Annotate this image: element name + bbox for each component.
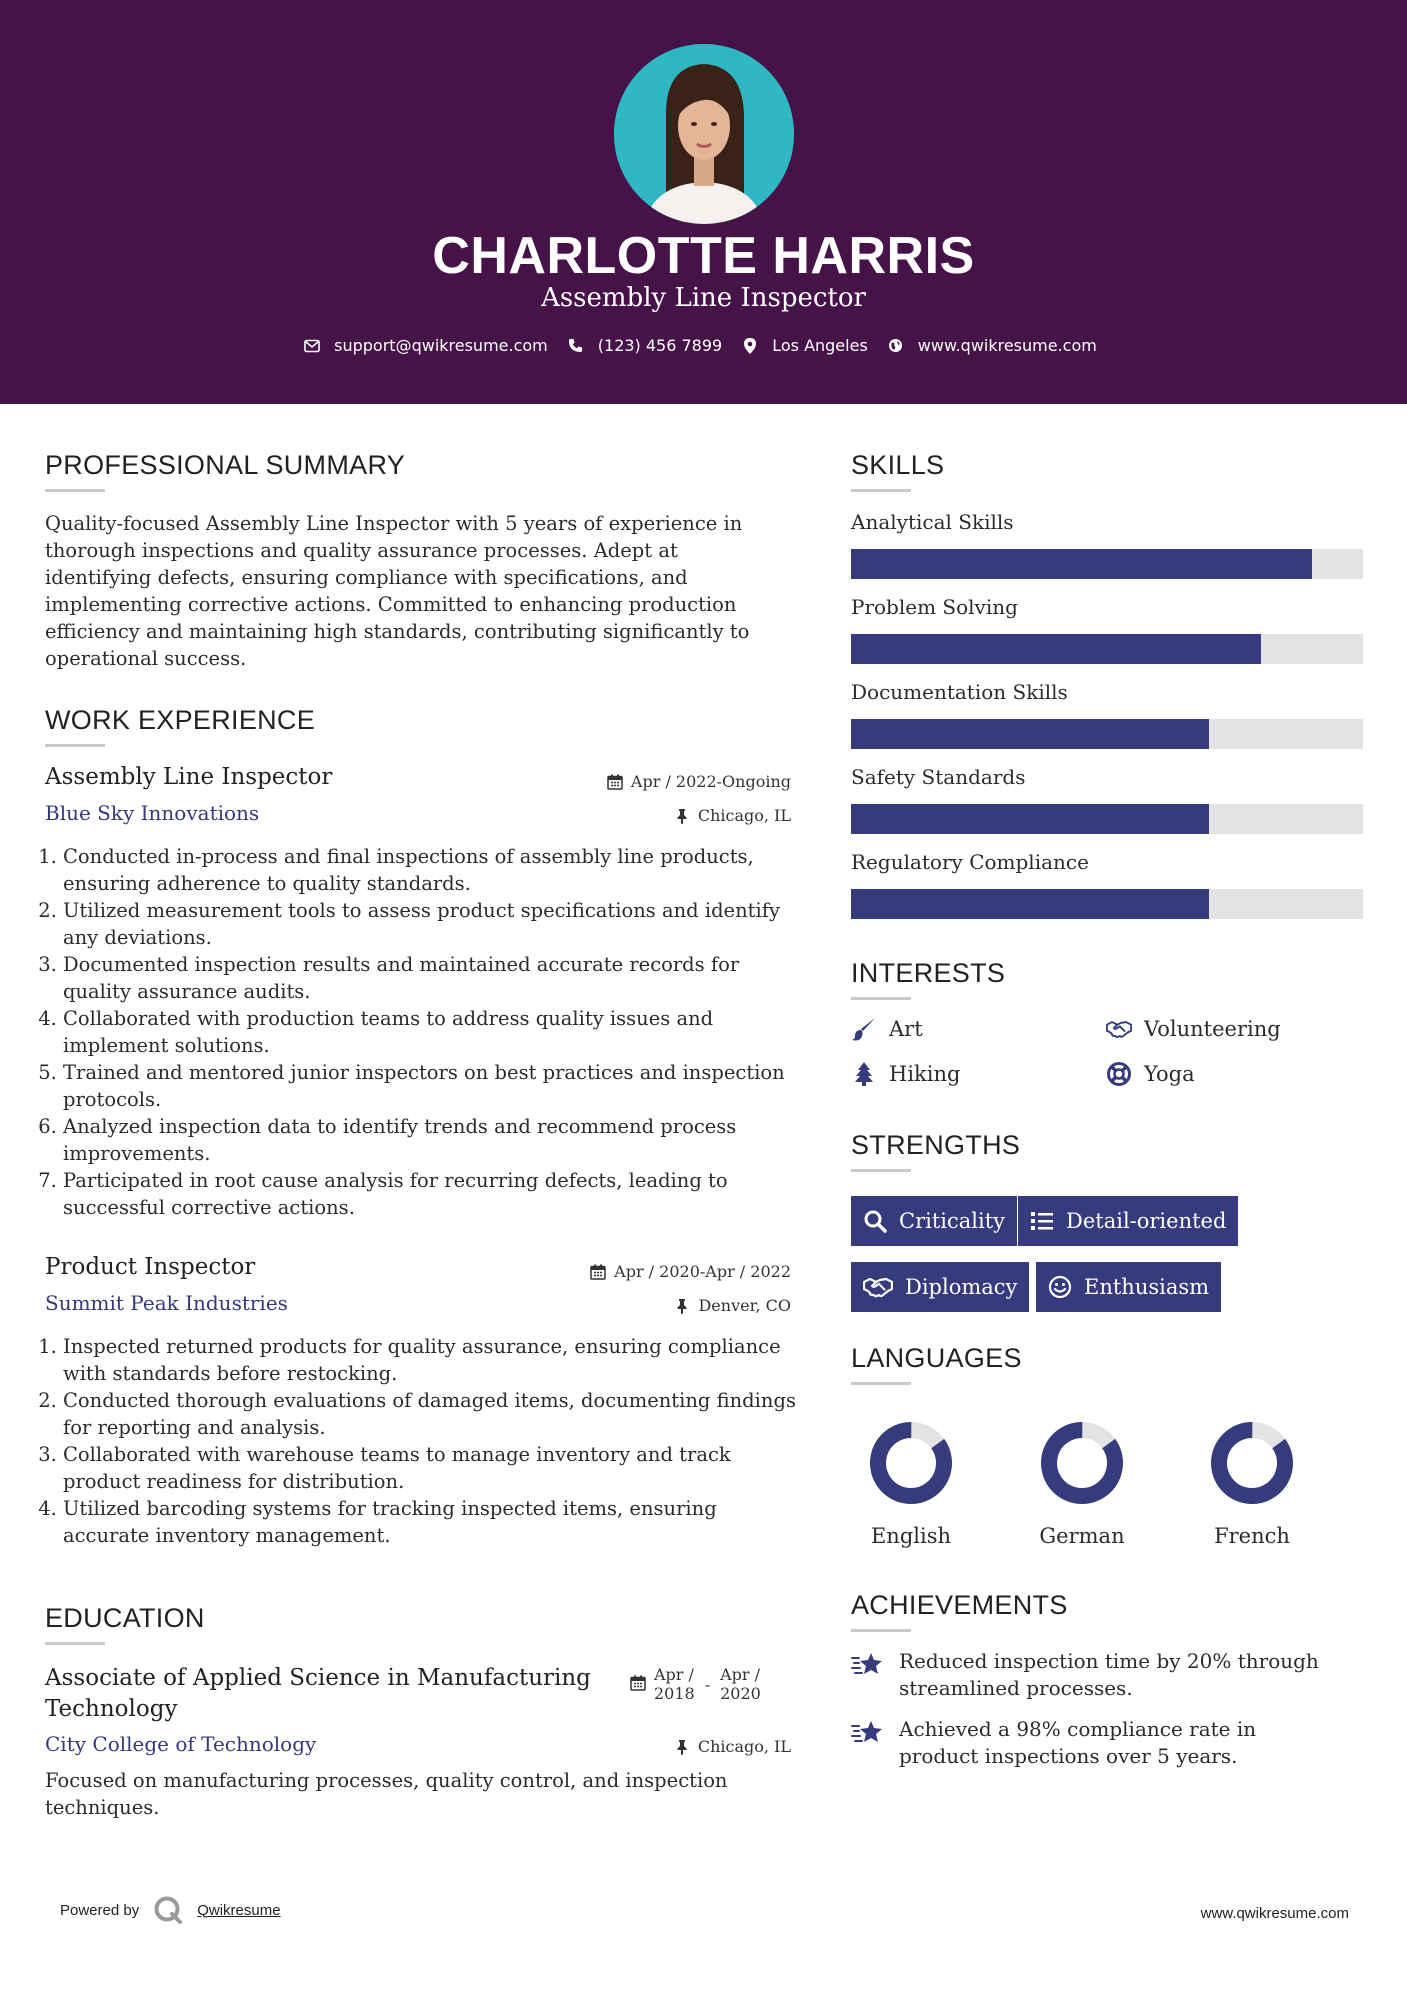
education-heading-underline [45, 1642, 105, 1645]
paintbrush-icon [851, 1016, 877, 1042]
language-donut-arc [1037, 1418, 1127, 1508]
contact-website-text: www.qwikresume.com [917, 336, 1097, 355]
strength-tag [851, 1262, 1029, 1312]
language-label: French [1214, 1524, 1290, 1548]
search-icon [863, 1209, 887, 1233]
interest-item [1106, 1061, 1195, 1087]
job-duties-list [45, 843, 795, 1221]
skill-bar-fill [851, 719, 1209, 749]
language-donut [1207, 1418, 1297, 1508]
list-item: 6. Analyzed inspection data to identify trends and recommend process improvements. [63, 1113, 795, 1167]
map-marker-icon [742, 338, 758, 354]
language-donut [1037, 1418, 1127, 1508]
job-dates-text: Apr / 2020-Apr / 2022 [614, 1262, 791, 1281]
list-item: 2. Conducted thorough evaluations of damaged items, documenting findings for reporting and analysis. [63, 1387, 800, 1441]
language-donut-arc [866, 1418, 956, 1508]
achievements-heading: ACHIEVEMENTS [851, 1590, 1068, 1620]
pushpin-icon [674, 1739, 690, 1755]
job-title: Product Inspector [45, 1254, 256, 1280]
skill-label: Analytical Skills [851, 510, 1014, 534]
strength-label: Criticality [899, 1209, 1005, 1233]
job-dates-text: Apr / 2022-Ongoing [630, 772, 791, 791]
education-location [674, 1737, 791, 1756]
qwikresume-logo-icon [153, 1895, 183, 1925]
candidate-role: Assembly Line Inspector [541, 283, 866, 313]
list-icon [1030, 1209, 1054, 1233]
skills-heading: SKILLS [851, 450, 945, 480]
job-title: Assembly Line Inspector [45, 764, 333, 790]
skill-label: Documentation Skills [851, 680, 1068, 704]
list-item: 3. Collaborated with warehouse teams to manage inventory and track product readiness for distribution. [63, 1441, 800, 1495]
achievement-text: Achieved a 98% compliance rate in product inspections over 5 years. [899, 1717, 1257, 1768]
interest-label: Art [889, 1017, 923, 1041]
skill-bar [851, 549, 1363, 579]
skill-bar [851, 634, 1363, 664]
education-dates [630, 1665, 761, 1703]
strength-label: Detail-oriented [1066, 1209, 1227, 1233]
achievement-item [851, 1648, 1341, 1702]
handshake-icon [1106, 1016, 1132, 1042]
tree-icon [851, 1061, 877, 1087]
contact-website[interactable] [888, 336, 1097, 355]
education-description: Focused on manufacturing processes, quality control, and inspection techniques. [45, 1769, 728, 1819]
strength-label: Enthusiasm [1084, 1275, 1210, 1299]
skill-label: Regulatory Compliance [851, 850, 1089, 874]
job-dates [607, 772, 791, 791]
calendar-icon [630, 1675, 646, 1691]
globe-icon [888, 338, 904, 354]
contact-location-text: Los Angeles [772, 336, 868, 355]
pushpin-icon [674, 808, 690, 824]
strengths-heading-underline [851, 1169, 911, 1172]
interests-heading-underline [851, 997, 911, 1000]
list-item: 4. Collaborated with production teams to address quality issues and implement solutions. [63, 1005, 795, 1059]
language-item [1022, 1418, 1142, 1548]
list-item: 1. Conducted in-process and final inspections of assembly line products, ensuring adherence to quality standards. [63, 843, 795, 897]
interest-label: Yoga [1144, 1062, 1195, 1086]
skill-bar [851, 889, 1363, 919]
list-item: 7. Participated in root cause analysis for recurring defects, leading to successful corrective actions. [63, 1167, 795, 1221]
experience-heading-underline [45, 744, 105, 747]
summary-text: Quality-focused Assembly Line Inspector with 5 years of experience in thorough inspections and quality assurance processes. Adept at identifying defects, ensuring compliance with specifications, and implementing corrective actions. Committed to enhancing production efficiency and maintaining high standards, contributing significantly to operational success. [45, 512, 750, 670]
job-location-text: Chicago, IL [697, 806, 791, 825]
profile-photo [614, 44, 794, 224]
contact-location [742, 336, 868, 355]
contact-email-text: support@qwikresume.com [334, 336, 548, 355]
strength-tag [1018, 1196, 1238, 1246]
qwikresume-link[interactable]: Qwikresume [197, 1901, 281, 1919]
list-item: 3. Documented inspection results and maintained accurate records for quality assurance audits. [63, 951, 795, 1005]
education-end-date [720, 1665, 761, 1703]
education-start-month: Apr / [654, 1665, 694, 1684]
job-location-text: Denver, CO [698, 1296, 791, 1315]
job-company: Summit Peak Industries [45, 1291, 288, 1315]
skill-bar [851, 719, 1363, 749]
education-start-date [654, 1665, 695, 1703]
language-donut [866, 1418, 956, 1508]
language-donut-arc [1207, 1418, 1297, 1508]
language-label: English [870, 1524, 952, 1548]
job-dates [590, 1262, 791, 1281]
interests-heading: INTERESTS [851, 958, 1006, 988]
footer-powered-by [60, 1895, 281, 1925]
calendar-icon [607, 774, 623, 790]
education-location-text: Chicago, IL [697, 1737, 791, 1756]
date-separator: - [704, 1675, 711, 1694]
contact-bar [0, 336, 1407, 355]
interest-item [851, 1016, 923, 1042]
achievements-heading-underline [851, 1629, 911, 1632]
education-start-year: 2018 [654, 1684, 695, 1703]
contact-phone[interactable] [568, 336, 722, 355]
footer-website-link[interactable]: www.qwikresume.com [1200, 1905, 1349, 1922]
experience-heading: WORK EXPERIENCE [45, 705, 316, 735]
interest-item [1106, 1016, 1281, 1042]
star-award-icon [851, 1718, 885, 1748]
portrait-illustration [614, 44, 794, 224]
candidate-name: CHARLOTTE HARRIS [432, 227, 975, 285]
education-end-month: Apr / [720, 1665, 761, 1684]
languages-heading: LANGUAGES [851, 1343, 1022, 1373]
lifebuoy-icon [1106, 1061, 1132, 1087]
smile-icon [1048, 1275, 1072, 1299]
handshake-icon [863, 1275, 893, 1299]
summary-heading-underline [45, 489, 105, 492]
school-name: City College of Technology [45, 1732, 317, 1756]
summary-heading: PROFESSIONAL SUMMARY [45, 450, 406, 480]
languages-heading-underline [851, 1382, 911, 1385]
contact-phone-text: (123) 456 7899 [597, 336, 723, 355]
interest-label: Hiking [889, 1062, 961, 1086]
resume-header [0, 0, 1407, 404]
pushpin-icon [674, 1298, 690, 1314]
interest-label: Volunteering [1144, 1017, 1281, 1041]
achievement-text: Reduced inspection time by 20% through streamlined processes. [899, 1649, 1319, 1700]
skill-bar-fill [851, 804, 1209, 834]
education-heading: EDUCATION [45, 1603, 205, 1633]
language-label: German [1039, 1524, 1125, 1548]
job-location [674, 806, 791, 825]
list-item: 5. Trained and mentored junior inspectors on best practices and inspection protocols. [63, 1059, 795, 1113]
degree-title: Associate of Applied Science in Manufacturing Technology [45, 1665, 591, 1722]
strength-label: Diplomacy [905, 1275, 1018, 1299]
skill-label: Problem Solving [851, 595, 1018, 619]
strengths-heading: STRENGTHS [851, 1130, 1021, 1160]
list-item: 4. Utilized barcoding systems for tracking inspected items, ensuring accurate inventory management. [63, 1495, 800, 1549]
language-item [1192, 1418, 1312, 1548]
achievement-item [851, 1716, 1341, 1770]
skill-bar-fill [851, 549, 1312, 579]
powered-by-label: Powered by [60, 1901, 140, 1919]
contact-email[interactable] [304, 336, 548, 355]
envelope-icon [304, 338, 320, 354]
job-company: Blue Sky Innovations [45, 801, 260, 825]
list-item: 2. Utilized measurement tools to assess product specifications and identify any deviations. [63, 897, 795, 951]
star-award-icon [851, 1650, 885, 1680]
skill-label: Safety Standards [851, 765, 1026, 789]
strength-tag [1036, 1262, 1221, 1312]
strength-tag [851, 1196, 1017, 1246]
skills-heading-underline [851, 489, 911, 492]
calendar-icon [590, 1264, 606, 1280]
job-location [674, 1296, 791, 1315]
language-item [851, 1418, 971, 1548]
interest-item [851, 1061, 960, 1087]
list-item: 1. Inspected returned products for quality assurance, ensuring compliance with standards before restocking. [63, 1333, 800, 1387]
phone-icon [568, 338, 584, 354]
skill-bar-fill [851, 889, 1209, 919]
skill-bar [851, 804, 1363, 834]
skill-bar-fill [851, 634, 1261, 664]
education-end-year: 2020 [720, 1684, 761, 1703]
job-duties-list [45, 1333, 800, 1549]
